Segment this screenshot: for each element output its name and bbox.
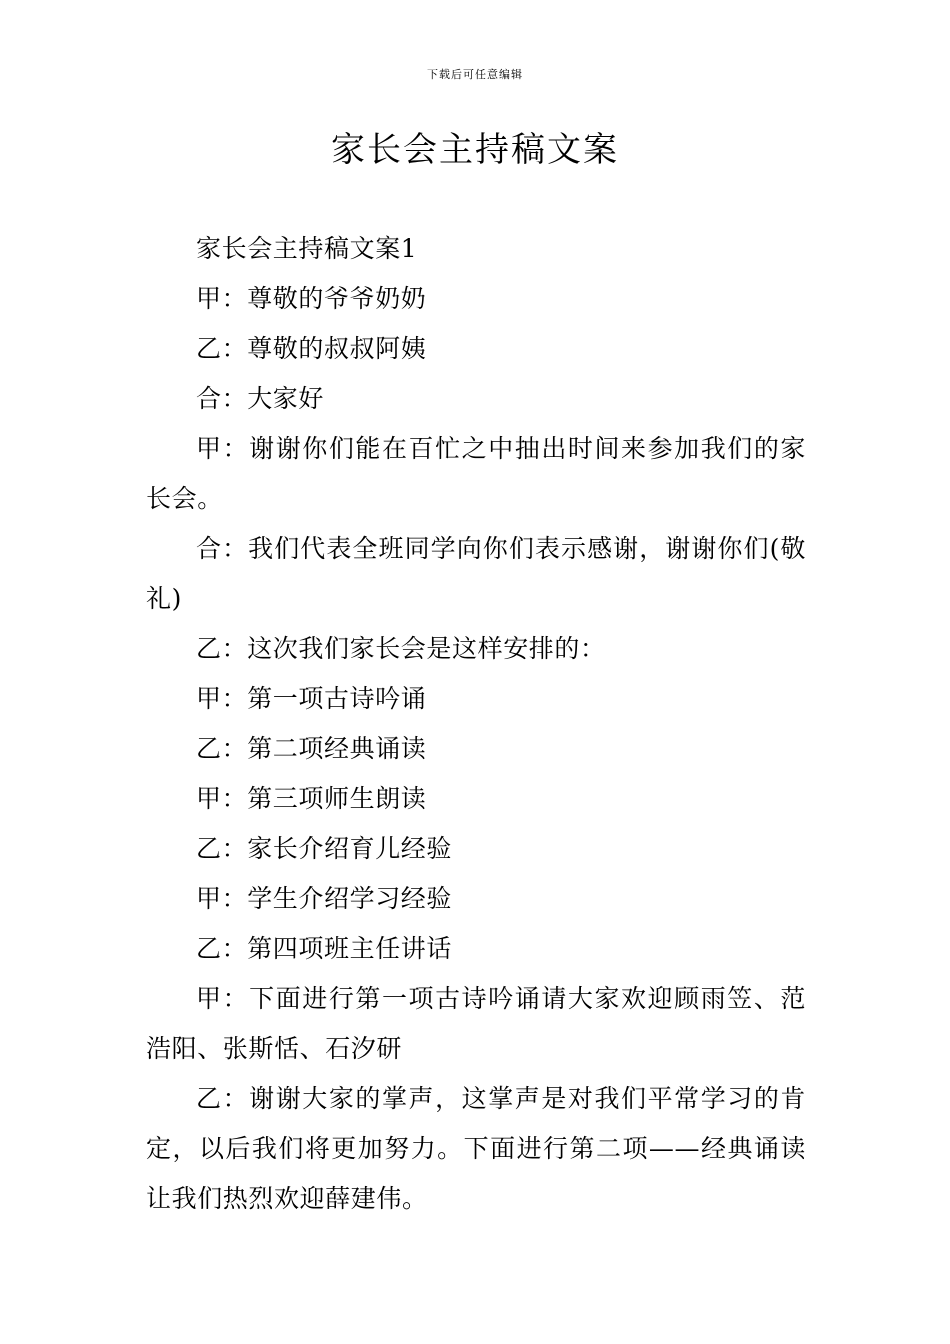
header-note: 下载后可任意编辑 (427, 68, 523, 81)
paragraph: 乙：第四项班主任讲话 (196, 934, 453, 963)
paragraph: 甲：下面进行第一项古诗吟诵请大家欢迎顾雨笠、范浩阳、张斯恬、石汐研 (146, 984, 806, 1063)
paragraph: 乙：谢谢大家的掌声，这掌声是对我们平常学习的肯定，以后我们将更加努力。下面进行第二项——经典诵读让我们热烈欢迎薛建伟。 (146, 1084, 806, 1213)
paragraph: 甲：学生介绍学习经验 (196, 884, 453, 913)
paragraph: 甲：尊敬的爷爷奶奶 (196, 284, 427, 313)
document-body (146, 224, 806, 1224)
paragraph: 甲：谢谢你们能在百忙之中抽出时间来参加我们的家长会。 (146, 434, 806, 513)
paragraph: 甲：第三项师生朗读 (196, 784, 427, 813)
document-title: 家长会主持稿文案 (331, 130, 619, 170)
paragraph: 甲：第一项古诗吟诵 (196, 684, 427, 713)
paragraph: 家长会主持稿文案1 (196, 234, 418, 263)
paragraph: 合：我们代表全班同学向你们表示感谢，谢谢你们(敬礼) (146, 534, 806, 613)
paragraph: 乙：这次我们家长会是这样安排的： (196, 634, 606, 663)
paragraph: 乙：家长介绍育儿经验 (196, 834, 453, 863)
paragraph: 乙：尊敬的叔叔阿姨 (196, 334, 427, 363)
paragraph: 乙：第二项经典诵读 (196, 734, 427, 763)
paragraph: 合：大家好 (196, 384, 325, 413)
